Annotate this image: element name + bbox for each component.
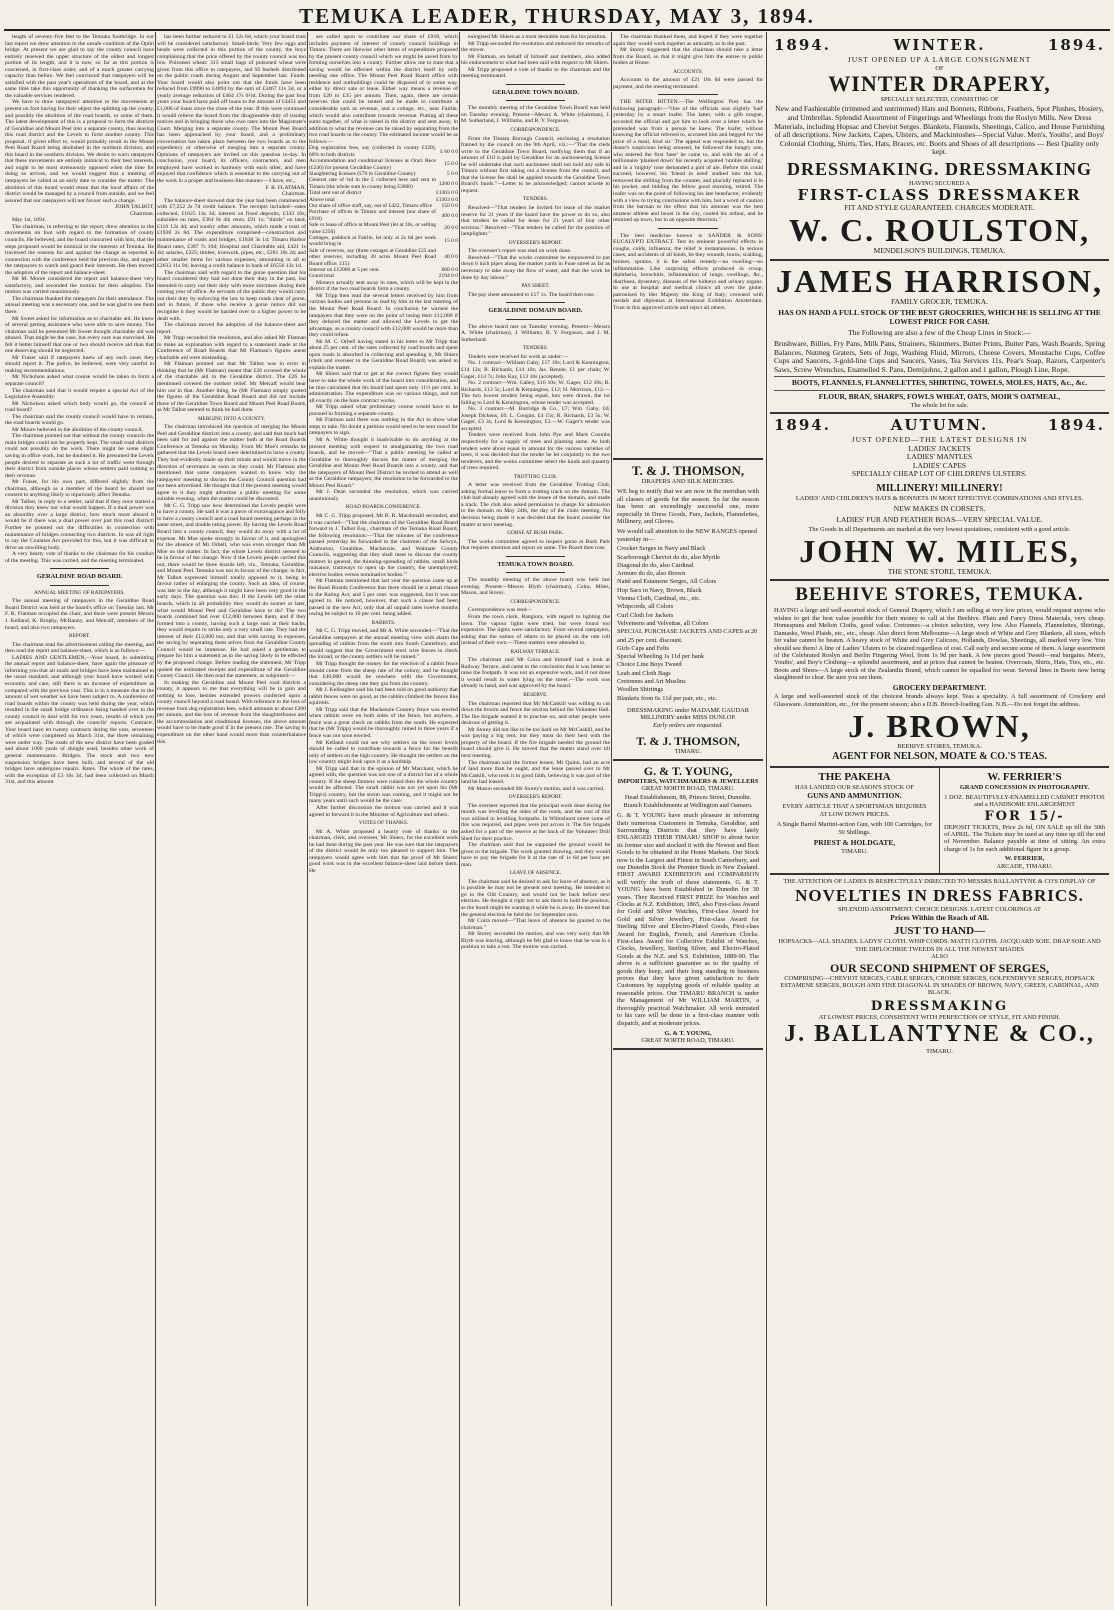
income-table — [309, 145, 458, 196]
paragraph: Mr Tripp said that the Mackenzie Country fence was erected when rabbits were on both sides of the fence, but anyhow, a fence was a great check on rabbits from the south. He expected that he (Mr Tripp) would be thoroughly ruined in three years if a fence was not soon erected. — [309, 706, 458, 740]
paragraph: The chairman said that he supposed the ground would be given to the brigade. The work granted drawing, and they would have to pay the brigade for it at the rate of 1s 6d per hour per man. — [461, 842, 610, 868]
column-divider — [611, 32, 612, 1606]
ad-text: DRESSMAKING under MADAME GAUDAR — [627, 706, 749, 714]
list-item: Armure do do, also Brown — [617, 570, 686, 578]
advertiser-subtitle: FAMILY GROCER, TEMUKA. — [890, 296, 989, 306]
list-item: Hop Sacs in Navy, Brown, Black — [617, 586, 702, 594]
paragraph: Mr Moore believed in the abolition of the county council. — [12, 426, 144, 433]
list-item: LADIES' CAPES — [912, 460, 967, 470]
news-column-2 — [157, 34, 306, 1606]
divider — [506, 84, 566, 85]
ad-headline: FOR 15/- — [984, 808, 1065, 824]
advertiser-address: GREAT NORTH ROAD, TIMARU. — [641, 1037, 735, 1045]
winter-drapery-ad — [770, 34, 1109, 261]
ad-text: Brushware, Billies, Fry Pans, Milk Pans, Strainers, Skimmers, Butter Prints, Butter Pats, Wash Boards, Spring Balances, Nutmeg Graters, Sets of Jugs, Washing Fluid, Mirrors, Cheese Covers, Moustache Cups, Coffee Cups and Saucers, 3-gold-line Cups and Saucers, Vases, Tea Services 11s, Pear's Soap, Razors, Carpenter's Saws, Screw Wrenches, Enamelled S. Pans, Demijohns, 2 gallon and 1 gallon, Plough Line, Rope. — [774, 338, 1105, 374]
paragraph: No. 3 contract—M. Burridge & Co., £7; Wm. Gaby, £6; Joseph Dickens, £6; L. Coogan, £4 15s; R. Richards, £3 5s; W. Gager, £3 3s; Lord & Kennington, £3.—W. Gager's tender was accepted. — [461, 406, 610, 432]
paragraph: The chairman introduced the question of merging the Mount Peel and Geraldine districts into a county, and said that much had been said for and against the matter both at the Road Boards Conference at Temuka on Monday. From Mr Moe's remarks he gathered that the Levels board were determined to have a county. They had evidently made up their minds and would move in the direction of severance as soon as they could. Mr Flatman also mentioned that some ratepayers wanted to know why the ratepayers' meeting to discuss the County Council question had not been advertised. He thought that if the present meeting would agree to it they might advertise a public meeting for some suitable evening, when the matter could be discussed. — [157, 424, 306, 503]
advertiser-name: PRIEST & HOLDGATE, — [813, 837, 896, 847]
advertiser-subtitle: IMPORTERS, WATCHMAKERS & JEWELLERS — [617, 777, 759, 785]
ad-text: Prices Within the Reach of All. — [890, 912, 989, 922]
ad-text: HAVING SECURED A — [909, 179, 970, 187]
signature: JOHN TALBOT, — [115, 204, 154, 211]
section-heading: REPORT. — [69, 633, 90, 640]
ad-text: New and Fashionable (trimmed and untrimmed) Hats and Bonnets, Ribbons, Feathers, Spot Plushes, Hosiery, and Umbrellas. Splendid Assortment of Fingerings and Wheelings from the Roslyn Mills. New Dress Materials, including Hopsac and Cheviot Serges. Blankets, Flannels, Sheetings, Calico, and House Furnishing of all descriptions. New Jackets, Capes, Ulsters, and Mackintoshes—Special Value. Men's, Youths', and Boys' Colonial Clothing, Shirts, Ties, Hats, Braces, etc. Boots and Shoes of all descriptions — Best Quality only kept. — [774, 104, 1105, 157]
ad-text: GUNS AND AMMUNITION. — [807, 790, 902, 800]
list-item: SPECIAL PURCHASE JACKETS AND CAPES at 20 and 25 per cent. discount. — [617, 628, 758, 644]
list-item: Whipcords, all Colors — [617, 603, 674, 611]
paragraph: From the Timaru Borough Council, enclosing a resolution framed by the council on the 9th April, viz.:—"That the clerk write to the Geraldine Town Board, notifying them that if an amount of £10 is paid by Geraldine for an auctioneering license he will undertake that such auctioneer shall not hold any sale in Timaru without first taking out a license from the council, and that the license fee shall be applied towards the Geraldine Town Board's funds."—Letter to be acknowledged; cannot accede to request. — [461, 135, 610, 194]
paragraph: Mr Tripp seconded the resolution, and also asked Mr Flatman to make an explanation with regard to a statement made at the Conference of Road Boards that Mr Flatman's figures anent charitable aid were misleading. — [157, 335, 306, 361]
ad-headline: OUR SECOND SHIPMENT OF SERGES, — [829, 960, 1050, 975]
list-item: LADIES' MANTLES — [906, 452, 973, 462]
paragraph: From the town clerk, Rangiora, with regard to lighting the town. The vapour lights were tried, but were found too expensive. The lights were satisfactory. From several ratepayers, asking that the names of others to be placed on the rate roll instead of their own.—These matters were attended to. — [461, 614, 610, 647]
divider — [658, 228, 718, 229]
table-cell: Above total — [309, 196, 335, 203]
paragraph: The chairman, in referring to the report, drew attention to the movements on foot with regard to the formation of county councils. He believed, and the board concurred with him, that the steps proposed would be inimical to the interests of Temuka. He traversed the reasons for and against the change as reported in connection with the conference held the previous day, and urged the ratepayers to watch and guard their interests. He then moved the adoption of the report and balance-sheet. — [5, 223, 154, 276]
ad-text: OF — [935, 64, 944, 72]
divider — [506, 572, 566, 573]
advertiser-name: T. & J. THOMSON, — [631, 463, 745, 478]
table-cell: Purchase of offices in Timaru and interest (our share of £918) — [309, 209, 436, 222]
news-column-4 — [461, 34, 610, 1606]
ad-text: Head Establishment, 88, Princes Street, Dunedin. Branch Establishments at Wellington and Oamaru. — [623, 794, 753, 809]
paragraph: eulogised Mr Shiers as a most desirable man for his position. — [468, 34, 607, 40]
table-cell: 20 0 0 — [444, 225, 458, 232]
ad-text: HOPSACKS—ALL SHADES. LADYS' CLOTH. WHIP CORDS. MATTI CLOTHS. JACQUARD SOIE. DRAP SOIE AND THE DIPLOCHRIE TWEEDS IN ALL THE NEWEST SHADES — [778, 938, 1101, 953]
table-cell: Sale or lease of office at Mount Peel (let at 10s, or selling value £250) — [309, 222, 436, 235]
ad-text: JUST OPENED UP A LARGE CONSIGNMENT — [847, 55, 1032, 64]
banner-year: 1894. — [1048, 415, 1105, 434]
list-item: Scarborough Cheviot do do, also Myrtle — [617, 553, 720, 561]
paragraph: Mr Coira moved—"That leave of absence be granted to the chairman." — [461, 918, 610, 931]
masthead: TEMUKA LEADER, THURSDAY, MAY 3, 1894. — [299, 4, 815, 28]
table-cell: 600 0 0 — [441, 267, 458, 274]
paragraph: Mr Storey did not like to be too hard on Mr McCaskill, and he was paying a big rent, but they must do their best with the property of the board. If the fire brigade needed the ground the board should give it. He moved that the matter stand over till next meeting. — [461, 726, 610, 759]
income-table — [309, 197, 458, 280]
section-heading: GORSE AT BUSH PARK. — [507, 530, 564, 537]
section-heading: LEAVE OF ABSENCE. — [509, 870, 562, 877]
section-heading: ROAD BOARDS CONFERENCE. — [345, 504, 422, 511]
paragraph: The balance-sheet showed that the year had been commenced with £7,252 2s 7d credit balance. The receipts included—rates collected, £1625 14s 3d; interest on fixed deposits, £343 10s; subsidies on rates, £364 0s 4d; rents, £91 1s; "thirds" on land, £116 12s 4d; and sundry other amounts, which made a total of £1938 2s 8d. The expenditure comprised—construction and maintenance of roads and bridges, £1038 3s 1d; Timaru Harbor Board rates, £387 7s 10d; Hospital and Charitable aid, £421 1s 4d; salaries, £225; timber, ironwork, pipes, etc., £201 10s 2d; and other smaller items for various expenses, amounting in all to £2633 11s 9d; leaving a credit balance in bank of £6556 13s 1d. — [157, 197, 306, 270]
paragraph: are called upon to contribute our share of £918, which includes payment of interest of county council buildings in Timaru. There are likewise other items of expenditure proposed by the present county council which we might be saved from by forming ourselves into a county. Further allow me to state that a saving would be effected within the district itself by only needing one office. The Mount Peel Road Board office with residence and outbuildings could be disposed of in some way, either by direct sale or lease. Either way means a revenue of from £20 to £35 per annum. Then, again, there are certain reserves that could be rented and be made to contribute a considerable sum as revenue, and a cottage, etc., near Fairlie, which would also contribute towards revenue. Putting all these sums together, of what is raised in the district and sent away, in addition to what the revenue can be raised by separating from the two road boards in the county. The estimated income would be as follows:— — [309, 34, 458, 145]
ad-text: COMPRISING—CHEVIOT SERGES, CABLE SERGES, CROISIE SERGES, GOLFENDRYVE SERGES, HOPSACK ESTAMENE SERGES, ROUGH AND FINE DIAGONAL IN SHADES OF BROWN, NAVY, GREEN, CARDINAL, AND BLACK. — [780, 974, 1099, 997]
section-heading: OVERSEER'S REPORT. — [508, 794, 563, 801]
list-item: Choice Line Boys Tweed — [617, 661, 682, 669]
paragraph: The chairman said Mr Coira and himself had a look at Railway Terrace, and came to the conclusion that it was better to raise the footpath. It was not an expensive work, and if not done it would result in water lying on the street.—The work was already in hand, and was approved by the board. — [461, 657, 610, 690]
paragraph: The monthly meeting of the above board was held last evening. Present—Messrs Blyth (chairman), Coira, Miles, Mason, and Storey. — [461, 577, 610, 597]
paragraph: Mr Tripp then read the several letters received by him from various bodies and persons as read by him at the last meeting of the Mount Peel Road Board. In conclusion he warned the ratepayers that they were on the point of losing their £12,000 if they delayed the matter and allowed the Levels to get the advantage, as a county council with £12,000 would be more than they could refuse. — [309, 292, 458, 339]
news-column-5 — [613, 34, 763, 454]
advertisements — [770, 34, 1109, 1606]
ad-text: NEW MAKES IN CORSETS. — [893, 504, 986, 514]
ad-text: G. & T. YOUNG have much pleasure in informing their numerous Customers in Temuka, Geraldine, and Surrounding Districts that they have lately ENLARGED THEIR TIMARU SHOP to about twice its former size and stocked it with the Newest and Best Goods to be obtained in the Home Markets. Our Stock now is the Largest and Finest in South Canterbury, and our Dunedin Stock the Premier Stock in New Zealand. FIRST AWARD EXHIBITION and COMPARISON will verify the truth of these statements. G. & T. YOUNG have been Established in Dunedin for 30 years. They Received FIRST PRIZE for Watches and Clocks at N.Z. Exhibition, 1865, also First-class Award for Gold and Silver Watches, First-class Award for Gold and Silver Jewellery, First-class Award for Sterling Silver and Electro-Plated Goods, First-class Award for English, French, and American Clocks. First-class Award for Collective Exhibit of Watches, Clocks, Jewellery, Sterling Silver, and Electro-Plated Goods at the N.Z. and S.S. Exhibition, 1889-90. The above is a sufficient guarantee as to the quality of goods they keep, and their long standing in business proves that they have given satisfaction to their Customers by supplying goods of reliable quality at reasonable prices. Our TIMARU BRANCH is under the Management of Mr WILLIAM MARTIN, a thoroughly practical Watchmaker. All work entrusted to his care will be done in a first-class manner with dispatch, and at moderate prices. — [617, 812, 759, 1027]
advertiser-name: T. & J. THOMSON, — [636, 734, 740, 749]
signature-title: Chairman. — [130, 210, 154, 217]
article-headline: GERALDINE TOWN BOARD. — [492, 88, 579, 96]
paragraph: Mr Sweet asked for information as to charitable aid. He knew of several getting assistance who were able to save money. The chairman said he presumed Mr Sweet thought charitable aid was abused. That might be the case, but every care was exercised. He felt it better himself that one or two should receive aid than that one deserving should be neglected. — [5, 315, 154, 355]
table-row — [309, 222, 458, 235]
banner-season: AUTUMN. — [890, 415, 989, 434]
article-headline: TEMUKA TOWN BOARD. — [497, 560, 574, 568]
dateline: May 1st, 1894. — [12, 217, 47, 224]
ferrier-ad — [939, 768, 1109, 873]
paragraph: Mr Tripp asked what preliminary course would have to be pursued in forming a separate county. — [309, 404, 458, 417]
stock-list — [617, 545, 759, 703]
ad-text: The Following are also a few of the Cheap Lines in Stock:— — [848, 328, 1031, 338]
banner-season: WINTER. — [893, 36, 986, 54]
paragraph: Mr M. C. Orbell having stated in his letter to Mr Tripp that about 25 per cent. of the rates collected by road boards and spent upon roads is absorbed in collecting and spending it, Mr Shiers (clerk and overseer to the Geraldine Road Board) was asked to explain the matter. — [309, 338, 458, 371]
paragraph: The monthly meeting of the Geraldine Town Board was held on Tuesday evening. Present—Messrs A. White (chairman), J. M. Sutherland, J. Williams, and R. Y. Ferguson. — [461, 105, 610, 125]
news-column-3 — [309, 34, 458, 1606]
list-item: Crocker Serges in Navy and Black — [617, 545, 706, 553]
news-column-1 — [5, 34, 154, 1606]
advertiser-name: J. BROWN, — [848, 707, 1031, 744]
paragraph: Mr A. White proposed a hearty vote of thanks to the chairman, clerk, and overseer, Mr Shiers, for the excellent work he had done during the past year. He was sure that the ratepayers of the district would be only too pleased to support him. The ratepayers would agree with him that the proof of Mr Shiers' good work was in the excellent balance-sheet laid before them. He — [309, 828, 458, 874]
table-row — [309, 235, 458, 248]
table-cell: 15 0 0 — [444, 238, 458, 245]
table-row — [309, 177, 458, 190]
divider — [50, 568, 110, 569]
ad-headline: BEEHIVE STORES, TEMUKA. — [795, 584, 1084, 606]
column-divider — [766, 32, 767, 1606]
paragraph: Mr Tripp seconded the resolution and endorsed the remarks of the mover. — [461, 40, 610, 54]
paragraph: The chairman moved the adoption of the balance-sheet and report. — [157, 322, 306, 335]
advertiser-name: J. BALLANTYNE & CO., — [784, 1021, 1095, 1048]
table-cell: Sale of reserves, say (three cottages at Geraldine £25 and other reserves, including 30 acres Mount Peel Road Board office, £15) — [309, 247, 436, 267]
paragraph: The chairman said with regard to the gorse question that his board considered they had not done their duty in the past, but intended to carry out their duty with more strictness during their coming year of office. As servants of the public they would carry out their duty by enforcing the law to keep roads clear of gorse, and in future, if those who receive a gorse notice did not recognise it they would be handed over to a higher power to be dealt with. — [157, 269, 306, 322]
pakeha-ad — [770, 768, 939, 873]
paragraph: A letter was received from the Geraldine Trotting Club, asking formal leave to form a trotting track on the domain. The club had already agreed with the lessee of the domain, and made a track. The club also asked permission to charge for admission to the domain on May 24th, the day of the clubs meeting. No decision being made it was decided that the board consider the matter at next meeting. — [461, 482, 610, 528]
table-cell: 400 0 0 — [441, 212, 458, 219]
paragraph: The chairman pointed out that without the county councils the main bridges could not be properly kept. The small road districts could not possibly do the work. There might be some slight saving in office work, but he doubted it. He presumed the Levels people desired to separate as such a lot of traffic went through their district from outside places whose settlers paid nothing to their revenue. — [5, 433, 154, 479]
paragraph: Mr A. White thought it inadvisable to do anything at the present meeting with respect to amalgamating the two road boards, and he moved—"That a public meeting be called at Geraldine to thoroughly discuss the matter of merging the Geraldine and Mount Peel Road Boards into a county, and that the ratepayers of Mount Peel District be invited to attend as well as the Geraldine ratepayers; the resolution to be forwarded to the Mount Peel Board." — [309, 436, 458, 489]
table-cell: 2194 0 0 — [438, 273, 458, 280]
paragraph: Accounts to the amount of £21 18s 6d were passed for payment, and the meeting terminated. — [613, 77, 763, 90]
list-item: Girls Caps and Felts — [617, 644, 670, 652]
ad-text: LADIES' FUR AND FEATHER BOAS—VERY SPECIAL VALUE. — [836, 514, 1043, 524]
table-cell: Slaughtering licenses (£70 in Geraldine County) — [309, 170, 416, 177]
paragraph: Moneys actually sent away in rates, which will be kept in the district if the two road boards form a county. — [309, 279, 458, 293]
section-heading: OVERSEER'S REPORT. — [508, 239, 563, 246]
paragraph: Correspondence was read— — [468, 607, 533, 614]
paragraph: Mr C. G. Tripp saw how determined the Levels people were to have a county. He said it was a piece of extravagance and folly to have a county council and a road board meeting perhaps in the same street, and double rating power. By having the Levels Road Board into a county council, they would do away with a lot of expense. Mr Moe spoke strongly in favour of it, and apologised for the absence of Mr Orbell, who was even stronger than Mr Moe on the matter. In fact, the whole Levels district seemed to be in favour of the change. Now if the Levels people carried this out, there would be three boards left, viz., Temuka, Geraldine, and Mount Peel. Temuka was not in favour of the change; in fact, Mr Talbot expressed himself totally opposed to it, being in favour rather of enlarging the county. Such an idea, of course, was late in the day, although it might have been very good in the early days. The question was this: If the Levels left the other boards, which in all probability they would do sooner or later, what would Mount Peel and Geraldine have to do? The two boards combined had over £12,000 between them, and if they formed into a county, having such a large sum at their backs, they would require to strike only a very small rate. They had the interest of their £12,000 too, and that with saving in expenses, the saving by separating them selves from the Geraldine County Council would be immense. He had asked a gentleman to prepare for him a statement as to the saving likely to be effected by the proposed change. Before reading the statement, Mr Tripp quoted the estimated receipts and expenditure of the Geraldine County Council. He then read the statement, as subjoined:— — [157, 502, 306, 680]
ad-headline: DRESSMAKING — [870, 998, 1009, 1014]
paragraph: The chairman thanked the ratepayers for their attendance. The annual meeting was a necessary one, and he was glad to see them there. — [5, 295, 154, 315]
paragraph: Mr Tripp said that in the opinion of Mr Marchant, which he agreed with, the question was not one of a district but of a whole country. If the sheep farmers were ruined then the whole country would be affected. The small rabbit was not yet upon his (Mr Tripp's) country, but the storm was coming, and it might not be many years until such would be the case. — [309, 765, 458, 805]
paragraph: Resolved—"That tenders be invited for lease of the market reserve for 21 years if the board have the power to do so, also that tenders be called for lease for 21 years of four other sections." Resolved—"That tenders be called for the position of lamplighter." — [461, 205, 610, 238]
paragraph: The above board met on Tuesday evening. Present—Messrs A. White (chairman), J. Williams, B. Y. Ferguson, and J. M. Sutherland. — [461, 323, 610, 343]
section-heading: CORRESPONDENCE. — [510, 127, 561, 134]
list-item: Velveteens and Velvettas, all Colors — [617, 619, 709, 627]
paragraph: has been further reduced to £1 12s 6d, which your board trust will be considered satisfactory. Small-birds: Very few eggs and heads were collected in this portion of the county, the boys complaining that the price offered by the county council was too low. Poisoned wheat: 315 small bags of poisoned wheat were given from this office to ratepayers, and 92 bushels distributed on the public roads during August and September last. Funds: Your board would also point out that the funds have been reduced from £9990 to £4894 by the sum of £3467 11s 3d, or a yearly average reduction of £464 17s 6½d. During the past four years your board have paid off loans to the amount of £4451 and £1,000 of loans since the close of the year. If this were continued it would relieve the board from the disagreeable duty of issuing notices and in bringing those who owe rates into the Magistrate's Court. Merging into a separate county. The Mount Peel Board has been approached by your board, and a preliminary conversation has taken place between the two boards as to the expediency or otherwise of merging into a separate county. Opinions of ratepayers are invited on this question to-day. In conclusion, your board, its officers, contractors, and men employed have worked in harmony with each other, and have enjoyed that confidence which is essential to the carrying out of the work in a proper and business-like manner.—I have, etc., — [157, 34, 306, 185]
paragraph: Resolved—"That the works committee be empowered to put down 6 inch pipes along the market yards in Fune street as far as necessary to take away the flow of water, and that the work be done by day labour." — [461, 254, 610, 281]
paragraph: Mr Flatman mentioned that last year the question came up at the Road Boards Conference that there should be a penal clause to the Rating Act, and 5 per cent. was suggested, but it was not agreed to. He noticed, however, that such a clause had been passed in the new Act, only that all unpaid rates twelve months owing be subject to 10 per cent. being added. — [309, 578, 458, 618]
thomson-ad — [613, 458, 763, 761]
divider — [658, 94, 718, 95]
table-row — [309, 248, 458, 267]
paragraph: length of seventy-five feet to the Temuka footbridge. In our last report we drew attention to the unsafe condition of the Opihi bridge. At present we are glad to say the county council have entirely renewed the upper structure of the oldest and longest portion of its length, and it is now, so far as this portion is concerned, in first-class order, and of a much greater carrying capacity than before. We feel convinced that ratepayers will be satisfied with the past year's operations of the board, and at the same time take this opportunity of thanking the surfacemen for the valuable services rendered. — [5, 34, 154, 99]
column-divider — [155, 32, 156, 1606]
ad-text: MILLINERY under MISS DUNLOP. — [640, 714, 736, 722]
paragraph: Mr Storey seconded the motion, and was very sorry that Mr Blyth was leaving, although he felt glad to know that he was in a position to take a rest. The motion was carried. — [461, 931, 610, 951]
paragraph: Mr C. G. Tripp proposed, Mr B. R. Macdonald seconded, and it was carried—"That the chairman of the Geraldine Road Board forward to J. Talbot Esq., chairman of the Temuka Road Board, the following resolution:—'That the minutes of the conference passed yesterday be forwarded to the chairmen of the Selwyn, Ashburton, Geraldine, Mackenzie, and Waimate County Councils, suggesting that they shall meet to discuss the county matters in general, the thinning-spreading of rabbits, small birds nuisance, tramways to open up the country, the unemployed; elective bodies versus nominative bodies.'" — [309, 512, 458, 578]
divider — [506, 100, 566, 101]
ad-text: AT LOWEST PRICES, CONSISTENT WITH PERFECTION OF STYLE, FIT AND FINISH. — [818, 1013, 1061, 1021]
column-divider — [307, 32, 308, 1606]
ad-text: AT LOW DOWN PRICES. — [819, 810, 890, 818]
paragraph: Mr Tripp proposed a vote of thanks to the chairman and the meeting terminated. — [461, 66, 610, 80]
advertiser-address: GREAT NORTH ROAD, TIMARU. — [641, 784, 735, 792]
section-heading: RAILWAY TERRACE. — [510, 648, 561, 655]
ad-text: BOOTS, FLANNELS, FLANNELETTES, SHIRTING, TOWELS, MOLES, HATS, &c., &c. — [774, 376, 1105, 388]
column-divider — [459, 32, 460, 1606]
table-cell: £1303 0 0 — [436, 190, 458, 197]
advertiser-name: W. C. ROULSTON, — [788, 211, 1091, 248]
ad-headline: MILLINERY! MILLINERY! — [876, 482, 1003, 494]
table-cell: Cottages, paddock at Fairlie, let only at 2s 6d per week would bring in — [309, 234, 436, 248]
ad-text: The whole lot for sale. — [910, 401, 969, 409]
paragraph: Mr Flatman, on behalf of himself and members, also added his endorsement to what had been said with respect to Mr Shiers. — [461, 53, 610, 67]
paragraph: The chairman said he desired to ask for leave of absence, as it is possible he may not be present next meeting. He intended to go to the Old Country, and would not be back before next election. He thought it right not to ask them to hold the position, as the board might be wanting it while he is away. He moved that the general election be held the 1st September next. — [461, 878, 610, 918]
section-heading: GROCERY DEPARTMENT. — [892, 682, 987, 692]
advertiser-town: TIMARU. — [674, 748, 702, 756]
beehive-ad — [770, 581, 1109, 768]
paragraph: The chairman said the county council would have to remain, the road boards would go. — [5, 413, 154, 427]
ad-text: WE beg to notify that we are now in the meridian with all classes of goods for the season. So far the season has been an exceedingly successful one, more especially in Dress Goods, Furs, Jackets, Flannelettes, Millinery, and Gloves. — [617, 488, 759, 526]
table-cell: Grand total — [309, 273, 334, 280]
ad-text: SPLENDID ASSORTMENT. CHOICE DESIGNS. LATEST COLORINGS AT — [838, 906, 1041, 914]
banner-year: 1894. — [774, 415, 831, 434]
paragraph: The chairman read the advertisement calling the meeting, and then read the report and balance-sheet, which is as follows:— — [5, 641, 154, 655]
ad-headline: WINTER DRAPERY, — [828, 71, 1051, 96]
ad-text: 1 DOZ. BEAUTIFULLY-ENAMELLED CABINET PHOTOS and a HANDSOME ENLARGEMENT — [944, 793, 1105, 809]
advertiser-town: TIMARU. — [841, 847, 868, 855]
paragraph: Tenders were received from John Pye and Mark Coombs respectively for a supply of trees and planting same. As both tenders were about equal in amount for the various varieties of trees, it was decided that the tender be let conjointly to the two tenderers, and the works committee select the kinds and quantity of trees required. — [461, 432, 610, 472]
list-item: Blankets from 6s 11d per pair, etc., etc. — [617, 694, 718, 702]
list-item: Natté and Estamene Serges, All Colors — [617, 578, 717, 586]
ad-headline: JUST TO HAND— — [893, 925, 986, 938]
paragraph: The overseer reported that the principal work done during the month was levelling the sides of the roads, and the cost of this was utilised in levelling footpaths. In Wilmshurst street some of this was required, and pipes were put across it. The fire brigade asked for a part of the reserve at the back of the Volunteer Drill Shed for their practice. — [461, 802, 610, 842]
paragraph: The chairman said the former lessee, Mr Quinn, had an acre of land more than he ought, and the lease passed over to Mr McCaskill, who took it in good faith, believing it was part of the land he had leased. — [461, 759, 610, 786]
paragraph: Mr Nicholson asked what course would be taken to form a separate council? — [5, 374, 154, 387]
ad-text: SPECIALLY SELECTED, CONSISTING OF — [880, 96, 999, 103]
advertiser-name: G. & T. YOUNG, — [643, 763, 733, 778]
ad-text: A large and well-assorted stock of the choicest brands always kept. Teas a speciality. A full assortment of Crockery and Glassware. Ammunition, etc., for the present season; also a D.B. Breech-loading Gun. N.B.—Do not forget the address. — [774, 693, 1105, 708]
ad-headline: W. FERRIER'S — [987, 771, 1062, 784]
paragraph: No. 1 contract—William Gaby, £17 10s; Lord & Kennington, £14 12s; R. Richards, £14 10s; Jas. Rennie, £1 per chain; W. Gager, £14 7s; John Kay, £13 10s (accepted). — [461, 360, 610, 380]
divider — [506, 556, 566, 557]
advertiser-town: TIMARU. — [926, 1048, 953, 1056]
autumn-miles-ad — [770, 414, 1109, 582]
banner-year: 1894. — [1048, 36, 1105, 54]
table-cell: Interest on £12000 at 5 per cent. — [309, 267, 381, 274]
ad-text: We would call attention to the NEW RANGES opened yesterday in— — [617, 528, 757, 543]
article-headline: GERALDINE ROAD BOARD. — [36, 573, 123, 581]
paragraph: Mr Flatman pointed out that Mr Talbot was in error in thinking that he (Mr Flatman) meant that £26 covered the whole of the charitable aid in the Geraldine district. The £26 he mentioned covered the outdoor relief. Mr Metcalf would bear him out in that. Another thing, he (Mr Flatman) simply quoted the figures of the Geraldine Road Board and did not include those of the Geraldine Town Board and Mount Peel Road Board, as Mr Talbot seemed to think he had done. — [157, 361, 306, 414]
paragraph: Mr J. Dean seconded the resolution, which was carried unanimously. — [309, 489, 458, 502]
paragraph: Mr Fraser, for his own part, differed slightly from the chairman, although as a member of the board he should not consent to anything likely to injuriously affect Temuka. — [5, 479, 154, 499]
ads-column-5 — [613, 458, 763, 1606]
section-heading: TROTTING CLUB. — [513, 473, 558, 480]
paragraph: The overseer's report was read on work done. — [468, 248, 572, 255]
section-heading: RESERVE. — [523, 692, 548, 699]
season-banner — [774, 37, 1105, 54]
harrison-ad — [770, 261, 1109, 414]
paragraph: Mr Fraser said if ratepayers knew of any such cases they should report it. The police, he believed, were very careful in making recommendations. — [5, 354, 154, 374]
ballantyne-ad — [770, 875, 1109, 1059]
paragraph: No. 2 contract—Wm. Gabey, £16 10s; W. Gager, £12 10s; R. Richards, £12 5s; Lord & Kennington, £12; H. Morrison, £12.—The two lowest tenders being equal, lots were drawn, the lot falling to Lord & Kennington, whose tender was accepted. — [461, 380, 610, 406]
section-heading: ACCOUNTS. — [673, 68, 703, 75]
paragraph: Mr Mason seconded Mr Storey's motion, and it was carried. — [468, 785, 605, 792]
table-cell: 1200 0 0 — [438, 180, 458, 187]
section-heading: CORRESPONDENCE. — [510, 598, 561, 605]
paragraph: The chairman thanked them, and hoped if they were together again they would work together as amicably as in the past. — [613, 34, 763, 47]
paragraph: Mr Nicholson asked which body would go, the council or road board? — [5, 400, 154, 414]
section-heading: PAY SHEET. — [521, 283, 550, 290]
ad-text: FIT AND STYLE GUARANTEED. CHARGES MODERATE. — [844, 203, 1035, 213]
table-cell: Dog registration fees, say (collected in county £320), 60% to both districts — [309, 145, 436, 158]
paragraph: The best medicine known is SANDER & SONS' EUCALYPTI EXTRACT. Test its eminent powerful effects in coughs, colds, influenza; the relief is instantaneous. In serious cases, and accidents of all kinds, be they wounds, burns, scalding, bruises, sprains, it is the safest remedy—no swelling—no inflammation. Like surprising effects produced in croup, diphtheria, bronchitis, inflammation of lungs, swellings, &c., diarrhoea, dysentery, diseases of the kidneys and urinary organs. In use at hospital and medical clinics all over the globe; patronised by Her Majesty the King of Italy; crowned with medals and diplomas at International Exhibition Amsterdam. Trust in this approved article and reject all others. — [613, 232, 763, 311]
ad-text: A Single Barrel Martini-action Gun, with 100 Cartridges, for 50 Shillings. — [776, 821, 933, 836]
advertiser-subtitle: DRAPERS AND SILK MERCERS. — [641, 478, 735, 485]
ad-text: HAS LANDED OUR SEASON'S STOCK OF — [794, 784, 915, 792]
paragraph: The chairman reported that Mr McCaskill was willing to cut down the broom and fence the section behind the Volunteer Hall. The fire brigade wanted it to practise on, and other people were desirous of getting it. — [461, 700, 610, 727]
ad-text: THE ATTENTION OF LADIES IS RESPECTFULLY DIRECTED TO MESSRS BALLANTYNE & CO'S DISPLAY OF — [783, 878, 1096, 885]
paragraph: THE BITER BITTEN.—The Wellington Post has the following paragraph:—"One of the officials was slightly 'had' yesterday by a smart loafer. The latter, with a glib tongue, accosted the official and got him to look over a letter which he pretended was from a person he knew. The loafer, without knowing the official referred to, accosted him and begged for 'the price of a meal, kind sir.' The appeal was responded to, but the donor's suspicions being aroused, he followed the hungry one, who entered the first 'beer' he came to, and with the air of a millionaire 'planked down' his recently acquired 'nimble shilling,' and in a 'mighty' tone demanded a pint of ale. Before this could succeed, however, his 'friend in need' stalked into the bar, removed the shilling from the counter, and placidly replaced it in his pocket, and bidding the fellow good morning, retired. The loafer was on the point of following his late benefactor, evidently with a view to trying conclusions with him, but a word of caution from the barman to the effect that his almoner was the best amateur athlete and boxer in the city, cooled his ardour, and he returned up town, but in an opposite direction." — [613, 99, 763, 224]
ad-text: SPECIALLY CHEAP LOT OF CHILDREN'S ULSTERS. — [852, 469, 1027, 479]
paragraph: Mr Storey suggested that the chairman should take a letter from the Board, so that it might give him the entree to public bodies at Home. — [613, 47, 763, 67]
article-headline: GERALDINE DOMAIN BOARD. — [488, 307, 583, 315]
advertiser-address: ARCADE, TIMARU. — [996, 862, 1053, 870]
ad-text: AGENT FOR NELSON, MOATE & CO.'S TEAS. — [832, 751, 1047, 763]
ad-headline: THE PAKEHA — [818, 771, 891, 784]
paragraph: Mr C. G. Tripp moved, and Mr A. White seconded—"That the Geraldine ratepayers at the annual meeting view with alarm the spreading of rabbits from the south into South Canterbury, and would suggest that the Government erect wire fences to check the inroad, or the county settlers will be ruined." — [309, 628, 458, 661]
ad-text: The Goods in all Departments are marked at the very lowest quotations, consistent with a good article. — [808, 526, 1071, 534]
ad-text: Early orders are requested. — [653, 721, 723, 729]
ad-headline: DRESSMAKING. DRESSMAKING — [786, 158, 1093, 179]
paragraph: Mr Flatman said there was nothing in the Act to show what steps to take. No doubt a petition would need to be sent round for ratepayers to sign. — [309, 417, 458, 437]
signature: F. R. FLATMAN, — [265, 184, 306, 191]
table-cell: General rate of ¾d in the £ collected here and sent to Timaru (the whole sum in county being £3000) — [309, 177, 436, 190]
section-heading: TENDERS. — [522, 345, 549, 352]
ad-headline: NOVELTIES IN DRESS FABRICS. — [795, 886, 1084, 906]
paragraph: The works committee agreed to inspect gorse at Bush Park that requires attention and report on same. The Board then rose. — [461, 538, 610, 552]
table-cell: 15 0 0 — [444, 161, 458, 168]
table-row — [309, 209, 458, 222]
advertiser-name: G. & T. YOUNG, — [664, 1029, 712, 1037]
divider — [50, 585, 110, 586]
ad-text: ALSO — [931, 953, 948, 961]
masthead-rule — [4, 29, 1110, 31]
list-item: LADIES' JACKETS — [908, 443, 971, 453]
section-heading: TENDERS. — [522, 196, 549, 203]
season-banner — [774, 417, 1105, 434]
paragraph: Mr Kelland could not see why settlers on the lower levels should be called to contribute towards a fence for the benefit only of settlers on the high country. He thought the settlers on the low country might look upon it as a hardship. — [309, 739, 458, 766]
paragraph: A very hearty vote of thanks to the chairman for his conduct of the meeting. This was carried, and the meeting terminated. — [5, 551, 154, 564]
ad-text: JUST OPENED—THE LATEST DESIGNS IN — [851, 434, 1028, 444]
list-item: Special Wheeling 1s 11d per hank — [617, 653, 705, 661]
paragraph: LADIES AND GENTLEMEN,—Your board, in submitting the annual report and balance-sheet, have again the pleasure of informing you that all roads and bridges have been maintained to the usual standard, and although your board have worked with economy and care, still there is an increase of expenditure as compared with the previous year. This is in a measure due to the amount of wet weather we have been subject to. A conference of road boards within the county was held during the year, which resulted in the small bridge ordinance being handed over to the county council to deal with for two years, results of which you are acquainted with through the councils' reports. Contracts. Your board have let twenty contracts during the year, seventeen of which were completed on March 31st, the three remaining were under way. The roads of the new district have been graded and about 1000 yards of shingle used, besides other work of general maintenance. Bridges. The stock and two new suspension bridges have been built, and several of the old bridges have undergone repairs. Rates. The whole of the rates, with the exception of £3 16s 3d, had been collected on March 31st, and this amount — [5, 654, 154, 786]
divider — [506, 319, 566, 320]
paragraph: Mr Talbot, in reply to a settler, said that if they once started a division they knew not what would happen. If a dual power was an absurdity over a large district, how much more absurd it would be if there was a dual power over just this road district! Further he pointed out the difficulties in connection with maintenance of bridges connecting two districts. In was all right to say the Counties Act provided for this, but it was difficult to drive an unwilling body. — [5, 498, 154, 551]
table-cell: Our share of office staff, say, out of £422, Timaru office — [309, 202, 433, 209]
table-cell: £ 60 0 0 — [440, 148, 458, 155]
list-item: Woollen Shirtings — [617, 686, 664, 694]
ad-text: FLOUR, BRAN, SHARPS, FOWLS WHEAT, OATS, MOIR'S OATMEAL, — [774, 390, 1105, 402]
advertiser-name: W. FERRIER, — [1004, 855, 1045, 863]
paragraph: In making the Geraldine and Mount Peel road districts a county, it appears to me that everything will be in gain and nothing to lose, besides extended powers conferred upon a county council beyond a road board. With reference to the loss of revenue from dog registration fees, which amounts to about £200 per annum, and the loss of revenue from the slaughterhouse and the accommodation and conditional licenses, the above amount would have to be made good if in the present rate. The saving in expenditure on the other hand would more than counterbalance this. — [157, 679, 306, 745]
banner-year: 1894. — [774, 36, 831, 54]
young-ad — [613, 761, 763, 1050]
divider — [506, 302, 566, 303]
section-heading: MERGING INTO A COUNTY. — [197, 415, 266, 422]
ad-text: HAS ON HAND A FULL STOCK OF THE BEST GROCERIES, WHICH HE IS SELLING AT THE LOWEST PRICE FOR CASH. — [778, 308, 1101, 326]
table-cell: 40 0 0 — [444, 254, 458, 261]
ad-text: EVERY ARTICLE THAT A SPORTSMAN REQUIRES — [782, 803, 927, 811]
ad-text: GRAND CONCESSION IN PHOTOGRAPHY. — [959, 784, 1090, 792]
paragraph: The annual meeting of ratepayers in the Geraldine Road Board District was held at the board's office on Tuesday last. Mr F. R. Flatman occupied the chair, and there were present Messrs J. Kelland, K. Brophy, McRanny, and Metcalf, members of the board, and also two ratepayers. — [5, 598, 154, 631]
list-item: Curl Cloth for Jackets — [617, 611, 674, 619]
list-item: Diagonal do do, also Cardinal — [617, 561, 694, 569]
table-row — [309, 158, 458, 171]
section-heading: VOTES OF THANKS. — [358, 820, 409, 827]
table-cell: 5 0 0 — [447, 170, 458, 177]
ad-text: LADIES' AND CHILDREN'S HATS & BONNETS IN MOST EFFECTIVE COMBINATIONS AND STYLES. — [795, 494, 1084, 502]
advertiser-subtitle: THE STONE STORE, TEMUKA. — [887, 566, 992, 576]
ad-text: HAVING a large and well-assorted stock of General Drapery, which I am selling at very low prices, would request anyone who wishes to get the best value possible for their money to call at the Beehive. Plain and Fancy Dress Materials, very cheap. Homespuns and Melton Cloths, good value. Cretonnes—a choice selection, very low. Also Flannels, Flannelettes, Shirtings, Damasks, Wool Plaids, etc., etc., cheap. Also direct from Melbourne—A large stock of White and Grey Blankets, all sizes, which for value cannot be beaten. A heavy stock of White and Grey Calicoes, Hollands, Dowlas, Sheetings, all marked very low. You should see them! A line of Ladies' Ulsters to be cleared regardless of cost. Call early and secure some of them. A large assortment of the Celebrated Roslyn and Berlin Fingering Wool, from 1s 9d per hank. A few pieces good Tweed—real bargains. Men's, Youths', and Boy's Clothing—a splendid assortment, and at prices that cannot be beaten. Overcoats, Shirts, Hats, Ties, etc., etc. Boots and Shoes—A large stock of the Zealandia Brand, which cannot be equalled for wear. Several lines in Boots now being slaughtered to clear. Be sure you see them. — [774, 607, 1105, 682]
list-item: Cretonnes and Art Muslins — [617, 678, 686, 685]
ad-headline: FIRST-CLASS DRESSMAKER — [797, 186, 1082, 205]
section-heading: ANNUAL MEETING OF RATEPAYERS. — [34, 589, 125, 596]
list-item: Leah and Cloth Bags — [617, 669, 671, 677]
table-cell: 150 0 0 — [441, 202, 458, 209]
advertiser-address: MENDELSON'S BUILDINGS, TEMUKA. — [873, 245, 1006, 255]
paragraph: Mr J. Kelleagher said his had been told on good authority that rabbit fences were no good, as the rabbits climbed the fences like squirrels. — [309, 687, 458, 707]
advertiser-name: JOHN W. MILES, — [799, 532, 1080, 569]
table-cell: Total sent out of district — [309, 190, 362, 197]
paragraph: Mr Shiers said that to get at the correct figures they would have to take the whole work of the board into consideration, and he thus calculated that his board had spent only 11½ per cent. in administration. The expenditure was on various things, and not all exactly on the bare contract works. — [309, 371, 458, 404]
table-cell: Accommodation and conditional licenses at Orari Rece (£240) for present Geraldine County) — [309, 158, 436, 171]
list-item: Vienna Cloth, Cardinal, etc., etc. — [617, 595, 701, 603]
paragraph: The pay sheet amounted to £17 1s. The board then rose. — [468, 291, 596, 298]
paragraph: Mr M. Moore considered the report and balance-sheet very satisfactory, and seconded the motion for their adoption. The motion was carried unanimously. — [5, 276, 154, 296]
paragraph: The chairman said that it would require a special Act of the Legislative Assembly. — [5, 387, 154, 401]
advertiser-subtitle: BEEHIVE STORES, TEMUKA. — [897, 742, 982, 750]
advertiser-name: JAMES HARRISON, — [776, 262, 1103, 299]
paragraph: Mr Tripp thought the money for the erection of a rabbit fence should come from the sheep rate of the colony, and he thought that £40,000 would be nowhere with the Government, considering the sheep rate they got from the country. — [309, 661, 458, 687]
ads-row — [770, 768, 1109, 875]
table-cell: £1303 0 0 — [436, 196, 458, 203]
paragraph: We have to draw ratepayers' attention to the movements at present on foot having for their object the splitting up the county, and possibly the abolition of the road boards, or some of them. The latest development of this is a proposal to form the districts of Geraldine and Mount Peel into a separate county, thus leaving this road district and the Levels to form another county. This proposal, if given effect to, would probably result in the Mount Peel Road Board being abolished in the northern division, and this board in the southern division. We desire to warn ratepayers that these movements are entirely inimical to their best interests, and ought to be most strenuously opposed when the time for doing so arrives, and we would suggest that a meeting of ratepayers be called at an early date to consider the matter. The abolition of this board would mean that the local affairs of the district would be managed by a council from outside, and we feel assured that our ratepayers will not favour such a change. — [5, 99, 154, 204]
section-heading: RABBITS. — [371, 619, 396, 626]
paragraph: After further discussion the motion was carried and it was agreed to forward it to the Minister of Agriculture and others. — [309, 805, 458, 818]
table-row — [309, 145, 458, 158]
signature-title: Chairman. — [282, 191, 306, 198]
paragraph: Tenders were received for work as under:— — [468, 353, 569, 360]
ad-text: DEPOSIT TICKETS, Price 2s 6d, ON SALE up till the 30th of APRIL. The Tickets may be used at any time up till the end of November. Balance payable at time of sitting. An extra charge of 1s for each additional figure in a group. — [944, 823, 1105, 853]
